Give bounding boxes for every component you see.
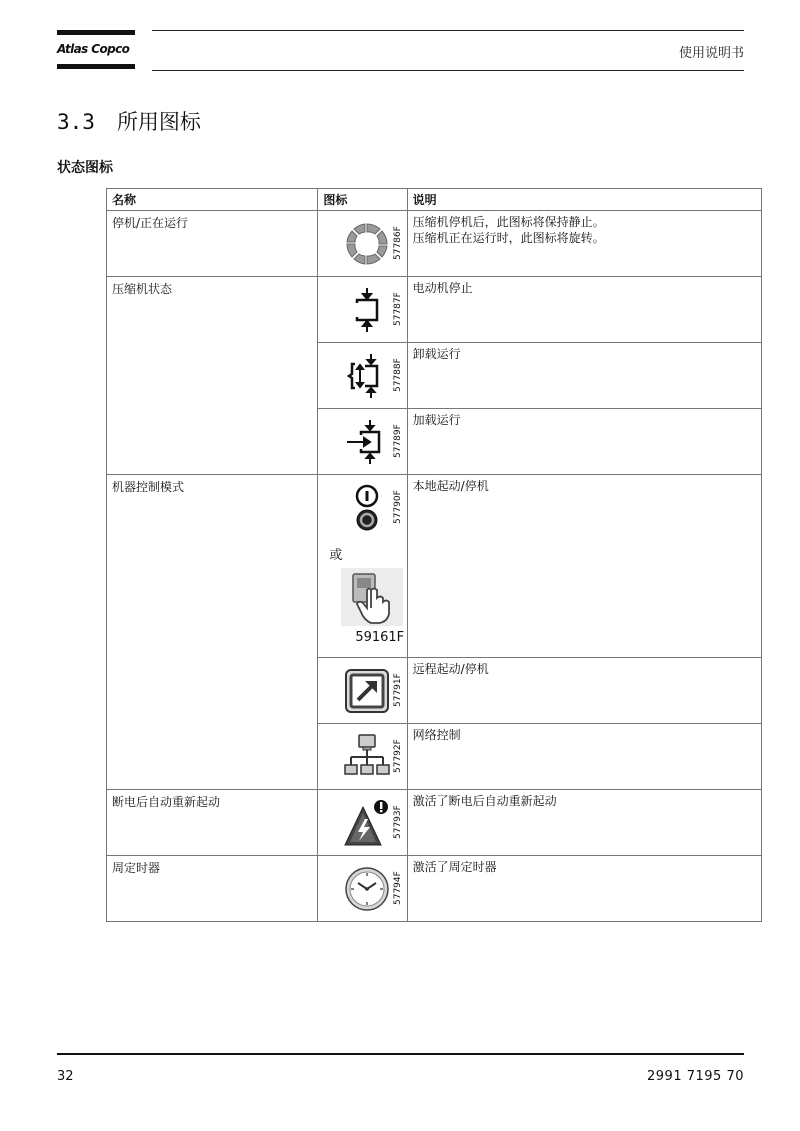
icon-code: 57786F	[393, 226, 404, 260]
description-line: 网络控制	[412, 728, 461, 742]
description-line: 激活了周定时器	[412, 860, 497, 874]
icon-code: 57788F	[393, 358, 404, 392]
power-restart-warning-icon	[343, 799, 391, 847]
page-number: 32	[57, 1069, 74, 1084]
row-name: 停机/正在运行	[107, 211, 318, 277]
manual-title: 使用说明书	[678, 46, 744, 61]
clock-icon	[343, 865, 391, 913]
logo-bottom-bar	[57, 64, 135, 69]
table-row	[107, 790, 762, 856]
description-line: 本地起动/停机	[412, 479, 489, 493]
header-description: 说明	[407, 189, 761, 211]
table-row	[107, 211, 762, 277]
description-line: 压缩机正在运行时，此图标将旋转。	[412, 231, 605, 245]
description-line: 远程起动/停机	[412, 662, 489, 676]
table-header-row	[107, 189, 762, 211]
icon-code: 57793F	[393, 805, 404, 839]
row-name: 压缩机状态	[107, 277, 318, 475]
row-description	[407, 211, 761, 277]
logo-text: Atlas Copco	[57, 42, 130, 56]
row-name: 断电后自动重新起动	[107, 790, 318, 856]
load-icon	[343, 418, 391, 466]
unload-icon	[343, 352, 391, 400]
row-name: 周定时器	[107, 856, 318, 922]
icon-code: 57790F	[393, 490, 404, 524]
alt-icon-code: 59161F	[355, 630, 405, 645]
icon-code: 57787F	[393, 292, 404, 326]
icon-code: 57791F	[393, 673, 404, 707]
local-start-stop-icon	[343, 484, 391, 532]
logo-top-bar	[57, 30, 135, 35]
description-line: 压缩机停机后，此图标将保持静止。	[412, 215, 605, 229]
status-icons-table	[106, 188, 762, 922]
touch-button-icon	[341, 568, 403, 626]
icon-code: 57792F	[393, 739, 404, 773]
table-row	[107, 856, 762, 922]
row-name: 机器控制模式	[107, 475, 318, 790]
section-number: 3.3	[57, 110, 95, 134]
header-icon: 图标	[318, 189, 407, 211]
description-line: 激活了断电后自动重新起动	[412, 794, 557, 808]
motor-stopped-icon	[343, 286, 391, 334]
ring-segments-icon	[343, 220, 391, 268]
header-top-rule	[152, 30, 744, 31]
row-description	[407, 856, 761, 922]
description-line: 电动机停止	[412, 281, 473, 295]
footer-rule	[57, 1053, 744, 1055]
row-description	[407, 658, 761, 724]
atlas-copco-logo	[57, 30, 135, 70]
remote-arrow-icon	[343, 667, 391, 715]
row-description	[407, 277, 761, 343]
subsection-title: 状态图标	[57, 160, 113, 176]
section-heading	[57, 106, 201, 136]
row-description	[407, 343, 761, 409]
table-row	[107, 277, 762, 343]
row-description	[407, 409, 761, 475]
row-description	[407, 724, 761, 790]
or-text: 或	[329, 548, 343, 563]
document-number: 2991 7195 70	[647, 1069, 744, 1084]
header-name: 名称	[107, 189, 318, 211]
description-line: 加载运行	[412, 413, 461, 427]
network-icon	[343, 733, 391, 781]
icon-code: 57789F	[393, 424, 404, 458]
section-title: 所用图标	[116, 110, 201, 134]
header-bottom-rule	[152, 70, 744, 71]
description-line: 卸载运行	[412, 347, 461, 361]
icon-code: 57794F	[393, 871, 404, 905]
table-row	[107, 475, 762, 658]
row-description	[407, 790, 761, 856]
row-description	[407, 475, 761, 658]
